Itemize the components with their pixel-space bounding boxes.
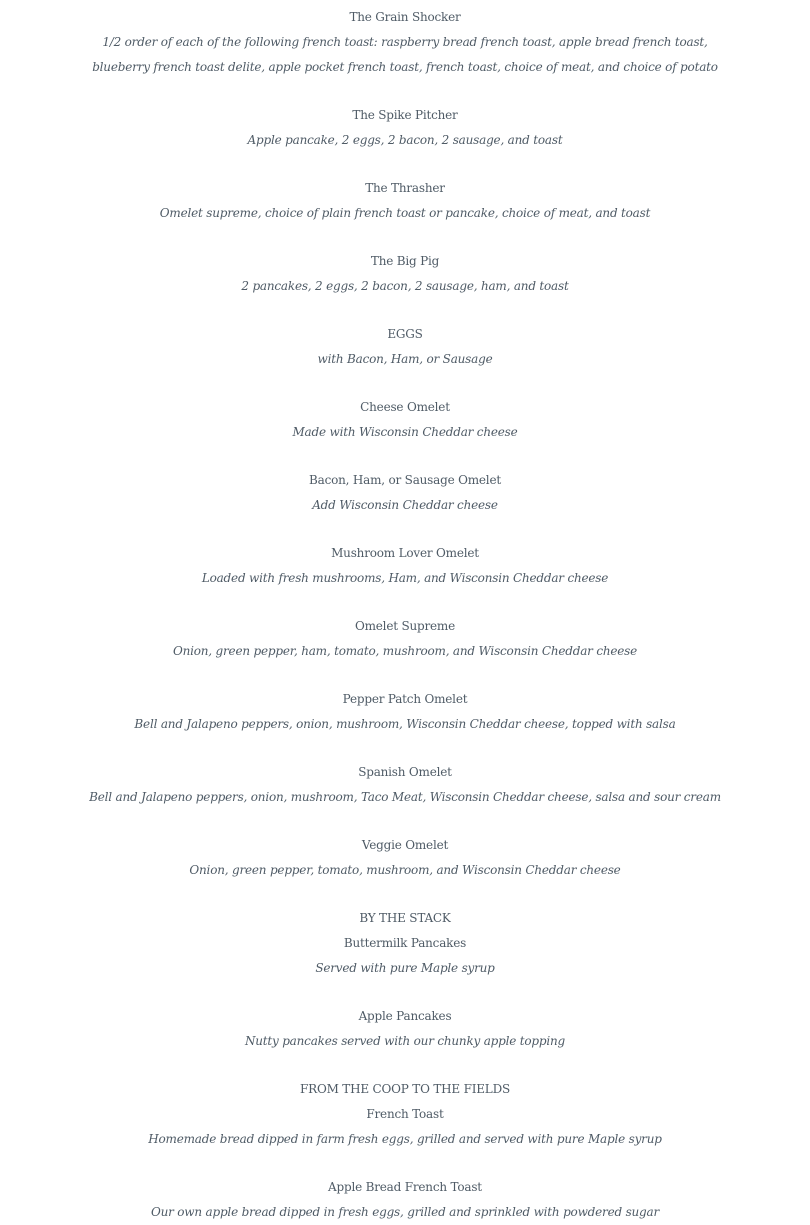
menu-item-title: Mushroom Lover Omelet	[331, 546, 479, 560]
menu-item-description: Nutty pancakes served with our chunky apple topping	[244, 1034, 566, 1048]
menu-item	[0, 322, 810, 372]
menu-item-description: Bell and Jalapeno peppers, onion, mushroom, Wisconsin Cheddar cheese, topped with salsa	[134, 717, 676, 731]
menu-item-title: Omelet Supreme	[354, 619, 456, 633]
menu-item-title: EGGS	[387, 327, 423, 341]
menu-item-title: Bacon, Ham, or Sausage Omelet	[309, 473, 501, 487]
menu-item	[0, 906, 810, 981]
menu-item-description: Add Wisconsin Cheddar cheese	[312, 498, 498, 512]
menu-item-title: Cheese Omelet	[360, 400, 450, 414]
menu-item-title: French Toast	[366, 1107, 444, 1121]
menu-item-title: FROM THE COOP TO THE FIELDS	[299, 1082, 511, 1096]
menu-item-description: Served with pure Maple syrup	[315, 961, 495, 975]
menu-item-title: Buttermilk Pancakes	[343, 936, 467, 950]
menu-item-description: Homemade bread dipped in farm fresh eggs, grilled and served with pure Maple syrup	[148, 1132, 662, 1146]
menu-item	[0, 1004, 810, 1054]
menu-item-title: The Spike Pitcher	[352, 108, 458, 122]
menu-item-description: Onion, green pepper, ham, tomato, mushroom, and Wisconsin Cheddar cheese	[172, 644, 638, 658]
menu-item-title: Spanish Omelet	[358, 765, 452, 779]
menu-item	[0, 1077, 810, 1152]
menu-item	[0, 541, 810, 591]
menu-item-title: Apple Bread French Toast	[328, 1180, 482, 1194]
menu-item	[0, 687, 810, 737]
menu-item-title: Apple Pancakes	[358, 1009, 452, 1023]
menu-item	[0, 395, 810, 445]
menu-item-description: 1/2 order of each of the following french toast: raspberry bread french toast, apple bread french toast,	[102, 35, 708, 49]
menu-item-title: BY THE STACK	[359, 911, 451, 925]
menu-item	[0, 614, 810, 664]
menu-item	[0, 249, 810, 299]
menu-item	[0, 468, 810, 518]
menu-item-description: blueberry french toast delite, apple pocket french toast, french toast, choice of meat, and choice of potato	[92, 60, 718, 74]
menu-item-description: Bell and Jalapeno peppers, onion, mushroom, Taco Meat, Wisconsin Cheddar cheese, salsa and sour cream	[89, 790, 721, 804]
menu-item-title: The Grain Shocker	[349, 10, 461, 24]
menu-item-description: Omelet supreme, choice of plain french toast or pancake, choice of meat, and toast	[159, 206, 651, 220]
menu-item-description: with Bacon, Ham, or Sausage	[317, 352, 493, 366]
menu-item	[0, 103, 810, 153]
menu-item	[0, 176, 810, 226]
menu-item-title: Pepper Patch Omelet	[342, 692, 468, 706]
menu-item-description: Onion, green pepper, tomato, mushroom, and Wisconsin Cheddar cheese	[189, 863, 621, 877]
menu-item	[0, 760, 810, 810]
menu-item-description: 2 pancakes, 2 eggs, 2 bacon, 2 sausage, ham, and toast	[241, 279, 569, 293]
menu-item-description: Loaded with fresh mushrooms, Ham, and Wisconsin Cheddar cheese	[201, 571, 609, 585]
menu-item	[0, 5, 810, 80]
menu-item-description: Apple pancake, 2 eggs, 2 bacon, 2 sausage, and toast	[247, 133, 563, 147]
menu-item-title: Veggie Omelet	[361, 838, 449, 852]
menu-item-description: Our own apple bread dipped in fresh eggs, grilled and sprinkled with powdered sugar	[150, 1205, 660, 1219]
menu-item-description: Made with Wisconsin Cheddar cheese	[292, 425, 518, 439]
menu-item-title: The Big Pig	[370, 254, 440, 268]
menu-item-title: The Thrasher	[365, 181, 445, 195]
menu-item	[0, 833, 810, 883]
